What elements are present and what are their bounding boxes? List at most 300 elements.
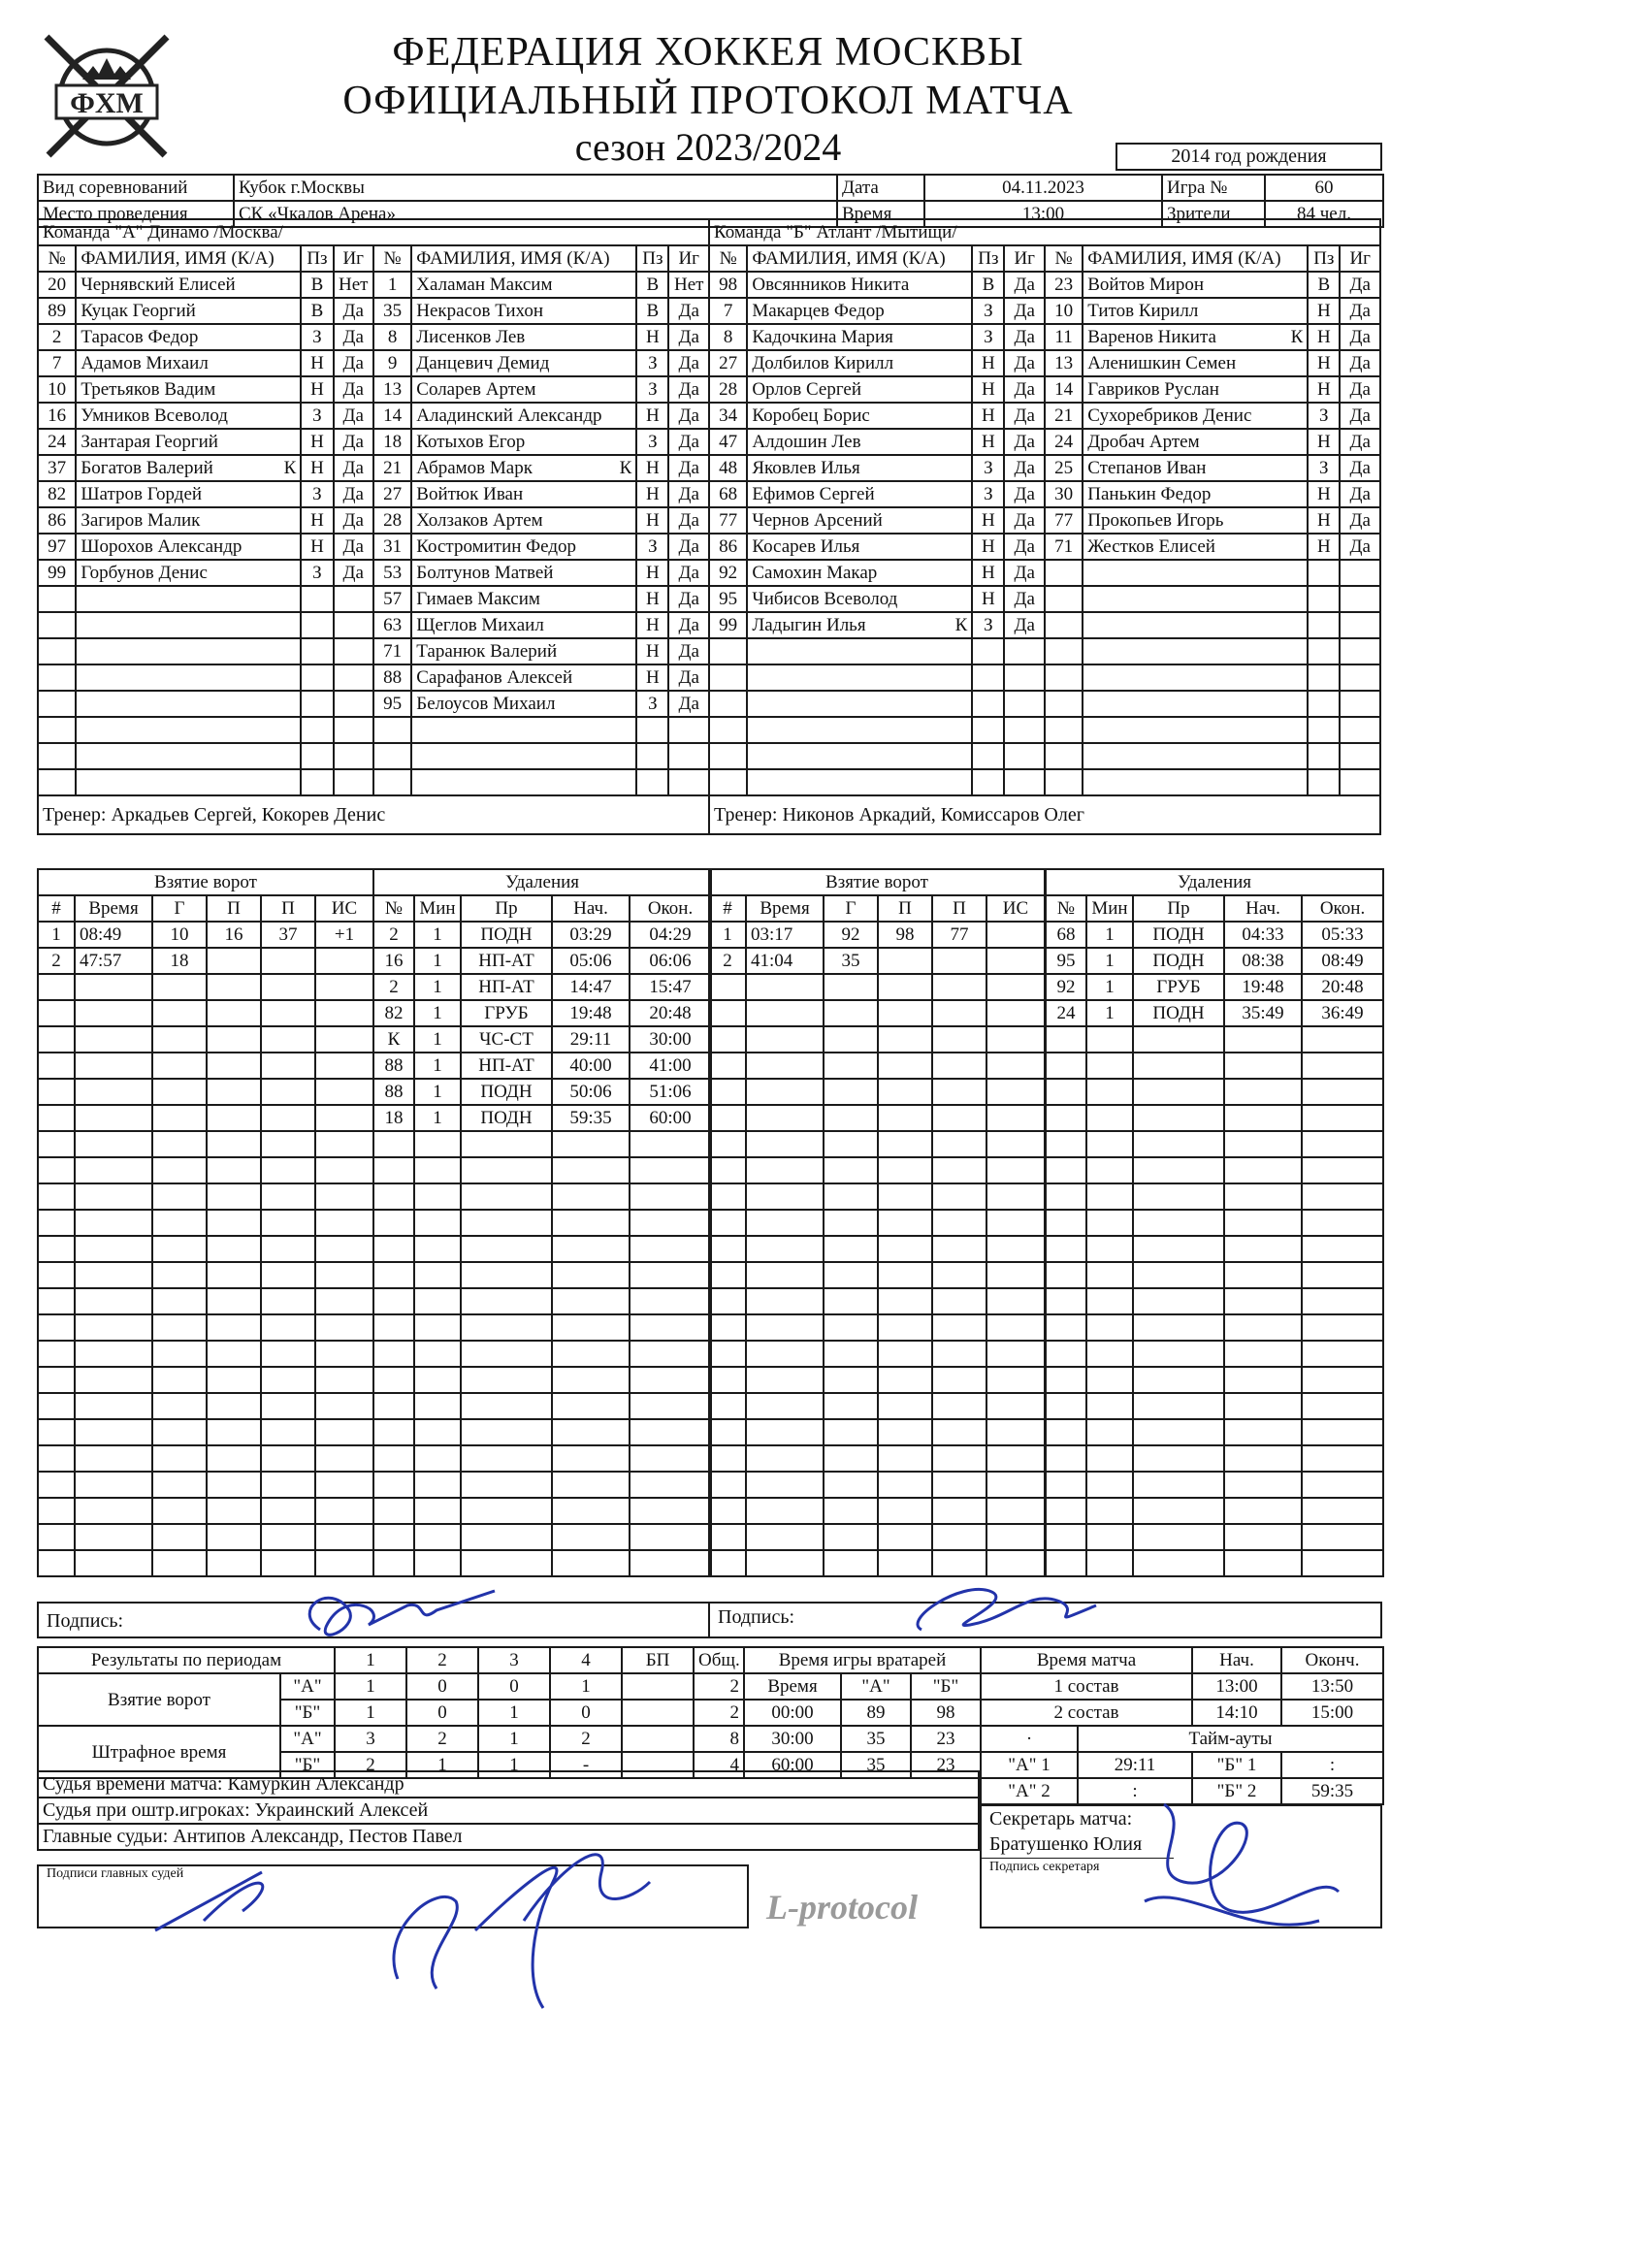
penalty-cell [1046,1157,1086,1183]
player-number [1045,560,1083,586]
penalty-cell [414,1314,461,1341]
player-number: 24 [1045,429,1083,455]
goal-cell [75,1157,152,1183]
goal-cell [207,1419,261,1445]
player-number: 16 [38,403,76,429]
player-played: Да [1004,350,1044,376]
penalty-cell [552,1367,630,1393]
penalty-row [1046,1236,1383,1262]
penalty-cell [1302,1341,1383,1367]
goal-col-header: П [932,895,986,922]
goal-col-header: # [709,895,746,922]
player-name-text: Горбунов Денис [81,563,208,583]
penalty-cell [1133,1393,1224,1419]
penalty-cell: 2 [373,922,414,948]
player-number: 13 [373,376,411,403]
penalty-cell [1086,1053,1133,1079]
penalty-col-header: Нач. [552,895,630,922]
goal-cell: 2 [709,948,746,974]
player-number: 98 [709,272,747,298]
goals-label: Взятие ворот [38,1673,280,1726]
player-played: Да [668,586,709,612]
player-played [1004,638,1044,664]
goal-col-header: П [878,895,932,922]
penalty-row [1046,1183,1383,1210]
player-name [411,429,636,455]
goal-cell [824,974,878,1000]
goal-cell [315,1498,373,1524]
player-position: Н [972,560,1004,586]
team-b-roster-row [709,664,1380,691]
goal-row [38,1445,373,1472]
player-played [1340,769,1380,795]
goal-cell [878,1288,932,1314]
player-played [334,769,373,795]
venue-label: Место проведения [38,201,234,227]
penalty-cell [1133,1026,1224,1053]
goal-cell [878,1157,932,1183]
team-b-col-header-num: № [1045,245,1083,272]
player-name-text: Алдошин Лев [752,432,861,452]
player-played [334,638,373,664]
team-a-penalties-title: Удаления [373,869,711,895]
goal-cell [824,1419,878,1445]
player-number [38,664,76,691]
penalty-cell [630,1472,711,1498]
penalty-cell: 50:06 [552,1079,630,1105]
penalty-cell [1133,1105,1224,1131]
player-position: З [972,298,1004,324]
goal-row [709,1288,1045,1314]
goal-row [709,974,1045,1000]
player-position [301,638,333,664]
player-played: Да [668,376,709,403]
results-cell: 0 [406,1700,478,1726]
penalty-cell [1224,1367,1302,1393]
player-number [38,691,76,717]
penalty-judge: Судья при оштр.игроках: Украинский Алексей [38,1798,979,1824]
results-cell: 2 [694,1700,744,1726]
team-b-roster-row [709,350,1380,376]
goal-cell [38,1079,75,1105]
results-cell: 2 [335,1752,406,1778]
penalty-row [1046,1314,1383,1341]
goal-cell [38,1367,75,1393]
player-played [1004,769,1044,795]
goal-cell [986,1419,1045,1445]
player-name-text: Гавриков Руслан [1087,379,1219,400]
penalty-row [373,1157,711,1183]
goal-cell [207,1367,261,1393]
penalty-cell [552,1445,630,1472]
penalty-cell [630,1210,711,1236]
team-b-roster-row [709,481,1380,507]
penalty-cell [1086,1498,1133,1524]
team-b-roster-row [709,560,1380,586]
goal-cell [709,974,746,1000]
goal-cell [75,1236,152,1262]
player-name [76,769,301,795]
goal-cell [746,1157,824,1183]
goalie-cell: 60:00 [744,1752,841,1778]
goal-row [709,1341,1045,1367]
team-a-col-header-name: ФАМИЛИЯ, ИМЯ (К/А) [411,245,636,272]
team-b-roster-row [709,586,1380,612]
timeout-cell: "А" 2 [981,1778,1078,1804]
goal-cell [152,1183,207,1210]
player-number [709,638,747,664]
penalty-cell [1133,1472,1224,1498]
team-a-col-header-num: № [373,245,411,272]
penalty-row [1046,1079,1383,1105]
goal-cell [207,1131,261,1157]
player-name-text: Войтов Мирон [1087,275,1205,295]
team-a-roster-row [38,691,709,717]
penalty-cell: 03:29 [552,922,630,948]
goal-cell [878,948,932,974]
player-name-text: Прокопьев Игорь [1087,510,1224,531]
penalty-cell [1302,1288,1383,1314]
goal-cell [315,1393,373,1419]
player-name [411,612,636,638]
goal-row [709,1367,1045,1393]
player-played: Да [1340,403,1380,429]
player-position: Н [972,403,1004,429]
goal-cell [709,1288,746,1314]
player-name [747,638,972,664]
player-name [411,272,636,298]
player-number [1045,638,1083,664]
goal-cell [709,1053,746,1079]
penalty-cell [373,1341,414,1367]
penalty-row [1046,974,1383,1000]
results-team: "Б" [280,1752,335,1778]
player-played: Да [668,691,709,717]
timekeeper: Судья времени матча: Камуркин Александр [38,1771,979,1798]
player-position [636,717,668,743]
penalty-cell [1224,1053,1302,1079]
player-number [709,743,747,769]
team-a-roster-row [38,350,709,376]
penalty-cell: 1 [414,922,461,948]
goal-cell [986,1131,1045,1157]
results-cell: 2 [694,1673,744,1700]
player-number: 48 [709,455,747,481]
goal-cell [746,1472,824,1498]
penalty-cell [373,1314,414,1341]
penalty-cell: 04:33 [1224,922,1302,948]
penalty-row [1046,1131,1383,1157]
goal-cell [261,1524,315,1550]
team-a-roster-row [38,429,709,455]
penalty-cell [461,1131,552,1157]
player-position: Н [636,638,668,664]
goal-cell [315,1105,373,1131]
player-name [411,298,636,324]
shift-end: 13:50 [1281,1673,1383,1700]
goal-cell [315,1341,373,1367]
penalty-cell [1302,1314,1383,1341]
player-name [76,638,301,664]
goal-cell [824,1157,878,1183]
goal-cell [152,1472,207,1498]
goal-cell [932,1000,986,1026]
penalty-cell [1133,1210,1224,1236]
goal-row [709,1053,1045,1079]
goal-cell [746,1498,824,1524]
goalie-cell: 35 [841,1726,911,1752]
goal-cell [824,1393,878,1419]
penalty-row [1046,1157,1383,1183]
player-position: Н [636,560,668,586]
team-a-roster-row [38,743,709,769]
penalty-cell [414,1236,461,1262]
game-label: Игра № [1162,175,1265,201]
penalty-cell [1086,1262,1133,1288]
penalty-row [1046,1367,1383,1393]
team-b-roster-row [709,403,1380,429]
penalty-row [373,1472,711,1498]
goal-cell [986,1393,1045,1419]
team-b-coach: Тренер: Никонов Аркадий, Комиссаров Олег [709,795,1380,834]
goal-cell [152,1131,207,1157]
player-number: 28 [373,507,411,534]
player-position [636,743,668,769]
shift-label: 1 состав [981,1673,1192,1700]
player-played: Да [668,403,709,429]
team-a-col-header-num: № [38,245,76,272]
penalty-cell [1224,1236,1302,1262]
penalty-cell [630,1288,711,1314]
player-name [411,691,636,717]
penalty-cell [552,1288,630,1314]
goal-cell [207,1236,261,1262]
penalty-row [1046,1524,1383,1550]
player-played: Да [1340,350,1380,376]
goal-cell [315,974,373,1000]
goal-cell: +1 [315,922,373,948]
goal-cell [932,1498,986,1524]
goal-cell [38,1026,75,1053]
team-b-roster-row [709,298,1380,324]
goal-cell [709,1262,746,1288]
player-name-text: Орлов Сергей [752,379,861,400]
player-position: З [301,481,333,507]
player-name-text: Щеглов Михаил [416,615,544,635]
goal-cell [932,1393,986,1419]
team-b-roster-row [709,429,1380,455]
player-position [972,769,1004,795]
goal-cell [878,1445,932,1472]
goal-cell [38,1419,75,1445]
player-position [972,664,1004,691]
goal-cell [207,1053,261,1079]
goal-cell [152,1288,207,1314]
player-position [1308,612,1340,638]
goal-cell [152,1498,207,1524]
goal-cell [152,1314,207,1341]
player-number [373,769,411,795]
goal-cell [315,1079,373,1105]
goal-row [709,1131,1045,1157]
player-number: 77 [709,507,747,534]
penalty-cell: 1 [414,1105,461,1131]
penalty-cell [461,1498,552,1524]
player-name [1083,717,1308,743]
penalty-cell [1046,1419,1086,1445]
goal-cell [986,1524,1045,1550]
goal-cell [824,1524,878,1550]
goal-cell [75,1105,152,1131]
goal-cell [878,1236,932,1262]
player-played [1340,743,1380,769]
penalty-cell [552,1131,630,1157]
goal-cell [986,1445,1045,1472]
goal-col-header: Время [746,895,824,922]
player-played: Да [334,429,373,455]
player-played [668,743,709,769]
player-name-text: Войтюк Иван [416,484,524,504]
goal-cell [709,1472,746,1498]
player-position: В [636,298,668,324]
penalty-cell: 19:48 [552,1000,630,1026]
player-name [411,586,636,612]
penalty-cell [1086,1236,1133,1262]
goal-cell [207,1498,261,1524]
team-a-goals-title: Взятие ворот [38,869,373,895]
goal-cell [261,1367,315,1393]
player-position: З [636,376,668,403]
goal-cell [824,1026,878,1053]
signature-label-a: Подпись: [47,1610,124,1632]
player-position [636,769,668,795]
goal-cell [38,1550,75,1576]
penalty-cell [373,1157,414,1183]
player-number [373,717,411,743]
goal-cell [986,974,1045,1000]
team-b-goals-title: Взятие ворот [709,869,1045,895]
penalty-cell [630,1341,711,1367]
goal-cell [932,1419,986,1445]
penalty-cell: 41:00 [630,1053,711,1079]
goal-cell [878,1105,932,1131]
goal-cell [315,1314,373,1341]
goal-cell [315,1236,373,1262]
player-number [709,717,747,743]
player-number: 10 [38,376,76,403]
goal-cell [152,1341,207,1367]
player-number: 82 [38,481,76,507]
results-cell: 1 [478,1700,550,1726]
goal-row [709,1314,1045,1341]
goal-cell [824,1341,878,1367]
goal-row [38,1341,373,1367]
goal-cell [986,1367,1045,1393]
results-team: "А" [280,1726,335,1752]
penalty-cell [1224,1524,1302,1550]
goal-cell [932,1472,986,1498]
goal-cell [878,1053,932,1079]
player-played: Да [1340,481,1380,507]
goal-cell [878,1472,932,1498]
goal-cell [152,1026,207,1053]
player-name [76,534,301,560]
player-number: 95 [373,691,411,717]
player-number: 2 [38,324,76,350]
penalty-cell [461,1157,552,1183]
player-name-text: Тарасов Федор [81,327,199,347]
goal-cell [207,1105,261,1131]
penalty-cell: 08:38 [1224,948,1302,974]
player-played [334,664,373,691]
goal-cell [261,1498,315,1524]
goalie-time-header: Время [744,1673,841,1700]
penalty-cell [630,1445,711,1472]
player-number [709,691,747,717]
penalty-row [373,1000,711,1026]
goal-cell [38,1314,75,1341]
player-played [334,743,373,769]
goal-cell [207,1210,261,1236]
shift-start: 14:10 [1192,1700,1281,1726]
penalty-cell [461,1210,552,1236]
player-name-text: Шатров Гордей [81,484,203,504]
player-number: 31 [373,534,411,560]
team-b-col-header-name: ФАМИЛИЯ, ИМЯ (К/А) [1083,245,1308,272]
player-name [1083,376,1308,403]
goal-cell [207,1472,261,1498]
goal-cell [75,1210,152,1236]
team-a-roster-row [38,717,709,743]
penalty-cell [552,1341,630,1367]
team-a-col-header-played: Иг [668,245,709,272]
player-name-text: Халаман Максим [416,275,553,295]
goal-cell [261,1026,315,1053]
player-name [1083,691,1308,717]
team-a-roster-row [38,376,709,403]
penalty-cell [1133,1367,1224,1393]
goal-cell [746,1236,824,1262]
player-played [334,612,373,638]
player-number [1045,586,1083,612]
penalty-cell [1046,1314,1086,1341]
goal-cell [986,922,1045,948]
goalie-cell: 98 [911,1700,981,1726]
player-position [301,691,333,717]
goal-cell: 08:49 [75,922,152,948]
goal-cell [75,1288,152,1314]
goalie-row [744,1726,981,1752]
goal-cell [315,1445,373,1472]
goal-row [38,1288,373,1314]
penalty-cell: 06:06 [630,948,711,974]
player-number: 8 [709,324,747,350]
penalty-cell [1046,1445,1086,1472]
results-row [38,1673,744,1700]
goal-cell: 1 [709,922,746,948]
goal-cell [878,1262,932,1288]
goal-cell [986,1000,1045,1026]
player-position: Н [636,586,668,612]
player-played: Да [334,481,373,507]
period-4-header: 4 [550,1647,622,1673]
penalty-cell [1133,1079,1224,1105]
goal-row [38,1105,373,1131]
goal-cell [932,1131,986,1157]
goal-cell [746,1026,824,1053]
player-name [411,534,636,560]
penalty-col-header: Пр [461,895,552,922]
